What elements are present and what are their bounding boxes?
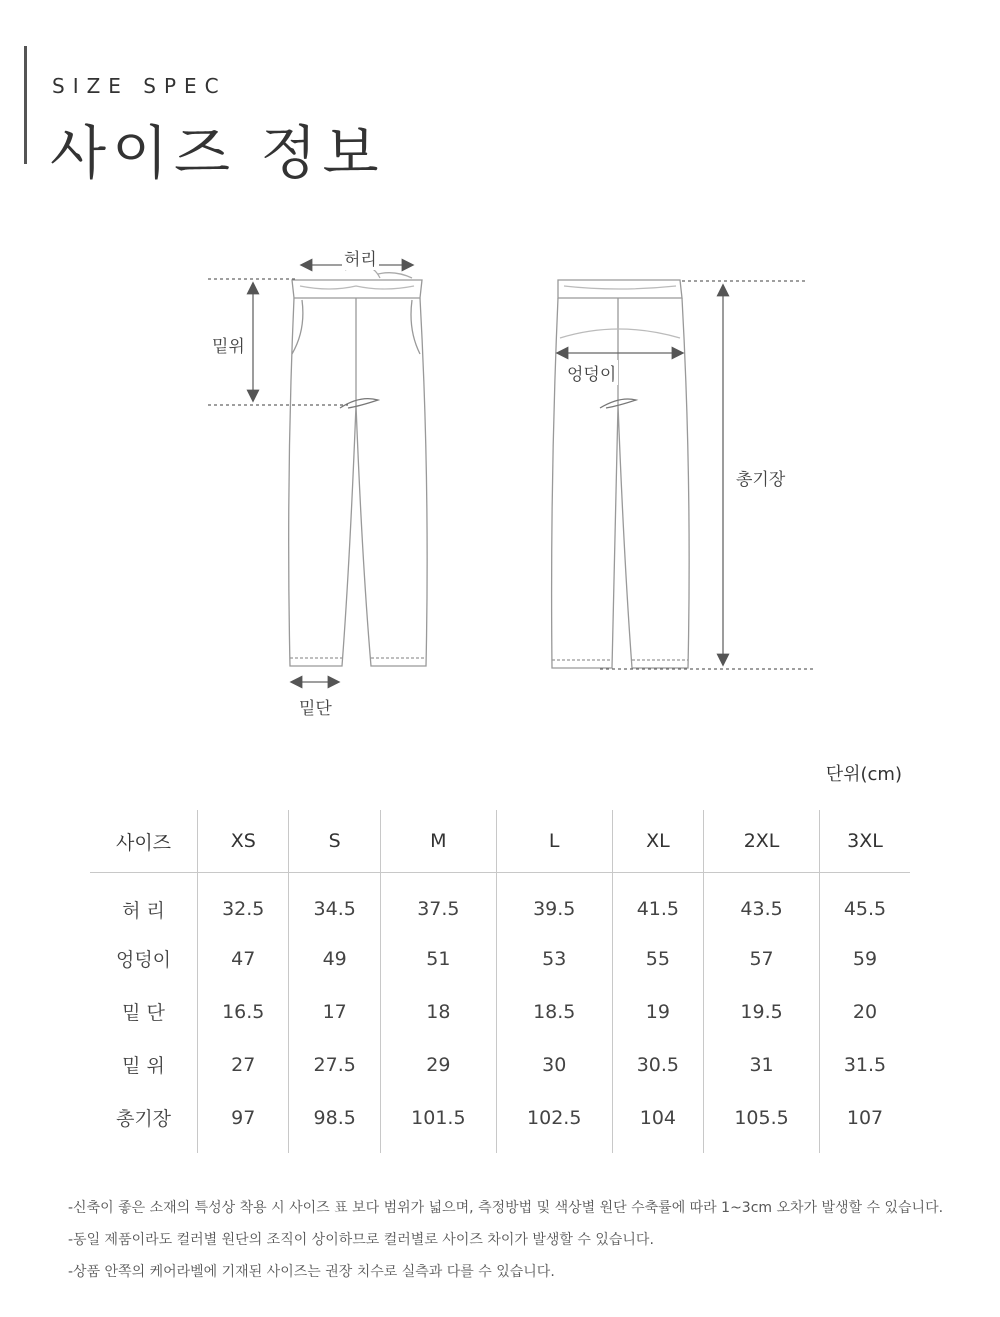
table-cell: 18.5 (496, 985, 612, 1038)
table-cell: 101.5 (380, 1091, 496, 1153)
table-header-row (90, 810, 910, 873)
table-cell: 31.5 (819, 1038, 910, 1091)
table-cell: 34.5 (289, 873, 380, 933)
table-cell: 98.5 (289, 1091, 380, 1153)
header-accent-bar (24, 46, 27, 164)
page-title: 사이즈 정보 (50, 119, 385, 187)
table-cell: 43.5 (704, 873, 820, 933)
row-label: 총기장 (115, 1108, 172, 1130)
table-cell: 31 (704, 1038, 820, 1091)
size-table (90, 810, 910, 1153)
table-cell: 105.5 (704, 1091, 820, 1153)
table-cell: 19 (612, 985, 703, 1038)
note-line: -신축이 좋은 소재의 특성상 착용 시 사이즈 표 보다 범위가 넓으며, 측정방법 및 색상별 원단 수축률에 따라 1~3cm 오차가 발생할 수 있습니다. (68, 1200, 944, 1216)
table-cell: 27.5 (289, 1038, 380, 1091)
table-cell: 104 (612, 1091, 703, 1153)
table-cell: 57 (704, 932, 820, 985)
column-header: 2XL (704, 810, 820, 873)
table-cell: 107 (819, 1091, 910, 1153)
table-row (90, 932, 910, 985)
table-cell: 59 (819, 932, 910, 985)
rise-label: 밑위 (210, 332, 247, 357)
table-cell: 27 (198, 1038, 289, 1091)
column-header: M (380, 810, 496, 873)
length-label: 총기장 (734, 465, 787, 490)
hip-label: 엉덩이 (565, 360, 618, 385)
header-eyebrow: SIZE SPEC (52, 74, 227, 98)
table-cell: 19.5 (704, 985, 820, 1038)
table-cell: 20 (819, 985, 910, 1038)
table-cell: 49 (289, 932, 380, 985)
note-line: -상품 안쪽의 케어라벨에 기재된 사이즈는 권장 치수로 실측과 다를 수 있습니다. (68, 1264, 555, 1280)
table-cell: 30.5 (612, 1038, 703, 1091)
table-cell: 45.5 (819, 873, 910, 933)
table-cell: 16.5 (198, 985, 289, 1038)
unit-label: 단위(cm) (825, 764, 902, 785)
row-label: 밑 단 (122, 1002, 165, 1024)
row-label: 허 리 (122, 899, 165, 922)
table-cell: 30 (496, 1038, 612, 1091)
notes-section (68, 1192, 943, 1288)
table-cell: 17 (289, 985, 380, 1038)
table-cell: 29 (380, 1038, 496, 1091)
column-header: L (496, 810, 612, 873)
front-pants-drawing (289, 266, 427, 667)
column-header: 3XL (819, 810, 910, 873)
waist-label: 허리 (342, 245, 379, 270)
table-cell: 41.5 (612, 873, 703, 933)
dimension-lines (208, 265, 814, 682)
table-row (90, 985, 910, 1038)
table-cell: 53 (496, 932, 612, 985)
table-cell: 55 (612, 932, 703, 985)
table-row (90, 873, 910, 933)
table-cell: 51 (380, 932, 496, 985)
table-cell: 47 (198, 932, 289, 985)
table-cell: 102.5 (496, 1091, 612, 1153)
column-header: XL (612, 810, 703, 873)
table-cell: 32.5 (198, 873, 289, 933)
hem-label: 밑단 (297, 694, 334, 719)
column-header: XS (198, 810, 289, 873)
back-pants-drawing (552, 280, 690, 668)
row-label: 엉덩이 (115, 949, 172, 971)
column-header: 사이즈 (90, 810, 198, 873)
table-cell: 39.5 (496, 873, 612, 933)
size-diagram (0, 230, 1000, 730)
table-row (90, 1038, 910, 1091)
pants-illustration (0, 230, 1000, 730)
row-label: 밑 위 (122, 1055, 165, 1077)
table-cell: 37.5 (380, 873, 496, 933)
column-header: S (289, 810, 380, 873)
table-cell: 18 (380, 985, 496, 1038)
table-row (90, 1091, 910, 1153)
note-line: -동일 제품이라도 컬러별 원단의 조직이 상이하므로 컬러별로 사이즈 차이가 발생할 수 있습니다. (68, 1232, 654, 1248)
table-cell: 97 (198, 1091, 289, 1153)
